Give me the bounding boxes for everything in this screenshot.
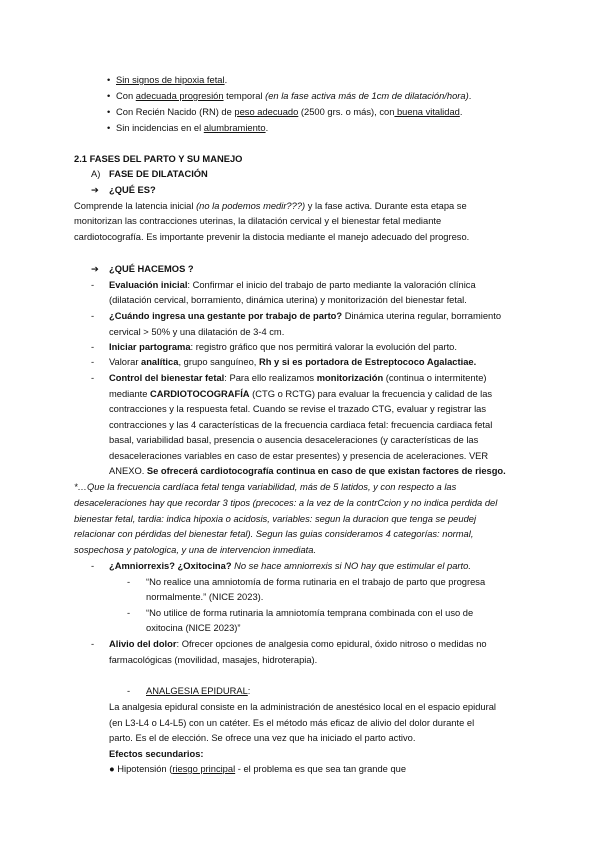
arrow-icon bbox=[91, 262, 99, 278]
bullet-marker bbox=[107, 89, 110, 105]
text-run: . bbox=[224, 75, 228, 85]
text-run: Valorar bbox=[109, 357, 142, 367]
list-item-line bbox=[109, 340, 457, 356]
last-bullet-line bbox=[109, 762, 406, 778]
text-run: temporal bbox=[223, 91, 266, 101]
italic-note-line bbox=[74, 496, 497, 512]
list-item-line bbox=[109, 449, 488, 465]
bullet-marker: ● bbox=[109, 764, 115, 774]
arrow-icon-glyph: ➔ bbox=[91, 264, 99, 274]
text-run: : registro gráfico que nos permitirá valorar la evolución del parto. bbox=[190, 342, 457, 352]
text-run: Hipotensión ( bbox=[114, 764, 173, 774]
text-run: monitorizan las contracciones uterinas, la dilatación cervical y el bienestar fetal mediante bbox=[74, 216, 442, 226]
text-run: : Confirmar el inicio del trabajo de parto mediante la valoración clínica bbox=[187, 280, 476, 290]
underlined-text: adecuada progresión bbox=[135, 91, 224, 101]
italic-text: No se hace amniorrexis si NO hay que estimular el parto. bbox=[231, 561, 471, 571]
dash-marker bbox=[91, 309, 94, 325]
epidural-heading-text: ANALGESIA EPIDURAL bbox=[146, 686, 248, 696]
paragraph-line bbox=[74, 214, 441, 230]
dash-marker-glyph: - bbox=[91, 311, 95, 321]
dash-marker-glyph: - bbox=[91, 639, 95, 649]
epidural-paragraph-line bbox=[109, 731, 415, 747]
bullet-marker-glyph: • bbox=[107, 107, 111, 117]
section-title bbox=[74, 152, 242, 168]
bold-text: ¿Amniorrexis? ¿Oxitocina? bbox=[109, 561, 232, 571]
dash-marker-glyph: - bbox=[91, 280, 95, 290]
list-item-line bbox=[109, 418, 492, 434]
quote-line bbox=[146, 606, 473, 622]
dash-marker-glyph: - bbox=[91, 373, 95, 383]
text-run: Con Recién Nacido (RN) de bbox=[116, 107, 235, 117]
epidural-paragraph-line bbox=[109, 716, 474, 732]
text-run: cervical > 50% y una dilatación de 3-4 cm. bbox=[109, 327, 285, 337]
text-run: desaceleraciones variables en caso de estar presentes) y presencia de aceleraciones. VER bbox=[109, 451, 489, 461]
dash-marker-glyph: - bbox=[127, 608, 131, 618]
bold-text: Evaluación inicial bbox=[109, 280, 188, 290]
italic-note-text: sospechosa y patologica, y una de intervencion inmediata. bbox=[74, 545, 317, 555]
text-run: Con bbox=[116, 91, 136, 101]
underlined-text: buena vitalidad bbox=[394, 107, 460, 117]
text-run: y la fase activa. Durante esta etapa se bbox=[305, 201, 467, 211]
bullet-marker bbox=[107, 105, 110, 121]
list-item-line bbox=[109, 402, 486, 418]
arrow-icon-glyph: ➔ bbox=[91, 185, 99, 195]
dash-marker bbox=[91, 559, 94, 575]
que-hacemos-label: ¿QUÉ HACEMOS ? bbox=[109, 264, 194, 274]
italic-text: (no la podemos medir???) bbox=[196, 201, 306, 211]
que-es-heading bbox=[109, 183, 156, 199]
quote-line bbox=[146, 590, 263, 606]
dash-marker bbox=[91, 340, 94, 356]
subsection-marker bbox=[91, 167, 100, 183]
efectos-label bbox=[109, 747, 204, 763]
bullet-marker bbox=[107, 121, 110, 137]
text-run: contracciones y las 4 características de la frecuencia cardiaca fetal: frecuencia cardiaca fetal bbox=[109, 420, 493, 430]
text-run: farmacológicas (movilidad, masajes, hidroterapia). bbox=[109, 655, 318, 665]
arrow-icon bbox=[91, 183, 99, 199]
efectos-label-text: Efectos secundarios: bbox=[109, 749, 204, 759]
que-es-label: ¿QUÉ ES? bbox=[109, 185, 156, 195]
epidural-paragraph-text: La analgesia epidural consiste en la administración de anestésico local en el espacio epidural bbox=[109, 702, 496, 712]
bold-text: CARDIOTOCOGRAFÍA bbox=[150, 389, 250, 399]
bold-text: monitorización bbox=[316, 373, 384, 383]
text-run: - el problema es que sea tan grande que bbox=[235, 764, 407, 774]
list-item-line bbox=[109, 433, 478, 449]
dash-marker bbox=[127, 575, 130, 591]
text-run: Sin incidencias en el bbox=[116, 123, 204, 133]
list-item-line bbox=[109, 325, 284, 341]
bullet-marker-glyph: • bbox=[107, 75, 111, 85]
text-run: : Para ello realizamos bbox=[224, 373, 317, 383]
quote-text: “No utilice de forma rutinaria la amniotomía temprana combinada con el uso de bbox=[146, 608, 474, 618]
bold-text: Iniciar partograma bbox=[109, 342, 191, 352]
dash-marker bbox=[91, 278, 94, 294]
underlined-text: Sin signos de hipoxia fetal bbox=[116, 75, 225, 85]
list-item-line bbox=[109, 309, 501, 325]
text-run: cardiotocografía. Es importante prevenir la distocia mediante el manejo adecuado del progreso. bbox=[74, 232, 470, 242]
text-run: mediante bbox=[109, 389, 151, 399]
epidural-paragraph-line bbox=[109, 700, 496, 716]
text-run: (dilatación cervical, borramiento, dinámica uterina) y monitorización del bienestar fetal. bbox=[109, 295, 467, 305]
list-item-line bbox=[109, 355, 476, 371]
text-run: Dinámica uterina regular, borramiento bbox=[342, 311, 502, 321]
subsection-title-text: FASE DE DILATACIÓN bbox=[109, 169, 208, 179]
subsection-title bbox=[109, 167, 208, 183]
dash-marker bbox=[91, 637, 94, 653]
italic-note-line bbox=[74, 480, 456, 496]
text-run: . bbox=[265, 123, 269, 133]
italic-note-text: *…Que la frecuencia cardíaca fetal tenga variabilidad, más de 5 latidos, y con respecto a las bbox=[74, 482, 457, 492]
dash-marker-glyph: - bbox=[91, 561, 95, 571]
dash-marker-glyph: - bbox=[127, 577, 131, 587]
bold-text: Alivio del dolor bbox=[109, 639, 177, 649]
list-item-line bbox=[109, 293, 467, 309]
italic-note-line bbox=[74, 527, 473, 543]
bullet-marker bbox=[107, 73, 110, 89]
epidural-paragraph-text: (en L3-L4 o L4-L5) con un catéter. Es el método más eficaz de alivio del dolor durante el bbox=[109, 718, 475, 728]
alivio-line bbox=[109, 653, 317, 669]
text-run: . bbox=[459, 107, 463, 117]
list-item-line bbox=[109, 371, 487, 387]
dash-marker-glyph: - bbox=[91, 357, 95, 367]
dash-marker bbox=[91, 355, 94, 371]
bullet-item bbox=[116, 121, 268, 137]
italic-note-text: desaceleraciones hay que recordar 3 tipos (precoces: a la vez de la contrCcion y no indica perdida del bbox=[74, 498, 498, 508]
underlined-text: peso adecuado bbox=[234, 107, 299, 117]
dash-marker-glyph: - bbox=[127, 686, 131, 696]
list-item-line bbox=[109, 464, 506, 480]
text-run: (CTG o RCTG) para evaluar la frecuencia y calidad de las bbox=[249, 389, 493, 399]
bullet-marker-glyph: • bbox=[107, 123, 111, 133]
bullet-marker-glyph: • bbox=[107, 91, 111, 101]
text-run: : Ofrecer opciones de analgesia como epidural, óxido nitroso o medidas no bbox=[176, 639, 487, 649]
epidural-paragraph-text: parto. Es el de elección. Se ofrece una vez que ha iniciado el parto activo. bbox=[109, 733, 416, 743]
text-run: . bbox=[468, 91, 472, 101]
underlined-text: riesgo principal bbox=[172, 764, 236, 774]
paragraph-line bbox=[74, 199, 467, 215]
amniorrexis-line bbox=[109, 559, 471, 575]
list-item-line bbox=[109, 278, 476, 294]
dash-marker-glyph: - bbox=[91, 342, 95, 352]
subsection-marker-glyph: A) bbox=[91, 169, 101, 179]
bullet-item bbox=[116, 89, 471, 105]
bold-text: analítica bbox=[141, 357, 179, 367]
bold-text: Se ofrecerá cardiotocografía continua en caso de que existan factores de riesgo. bbox=[146, 466, 506, 476]
italic-note-line bbox=[74, 512, 476, 528]
dash-marker bbox=[91, 371, 94, 387]
list-item-line bbox=[109, 387, 492, 403]
paragraph-line bbox=[74, 230, 469, 246]
quote-line bbox=[146, 621, 241, 637]
dash-marker bbox=[127, 606, 130, 622]
underlined-text: alumbramiento bbox=[203, 123, 266, 133]
bold-text: ¿Cuándo ingresa una gestante por trabajo de parto? bbox=[109, 311, 343, 321]
quote-text: normalmente.” (NICE 2023). bbox=[146, 592, 264, 602]
text-run: contracciones y la respuesta fetal. Cuando se revise el trazado CTG, evaluar y registrar las bbox=[109, 404, 487, 414]
text-run: Comprende la latencia inicial bbox=[74, 201, 197, 211]
epidural-heading-colon: : bbox=[247, 686, 251, 696]
bullet-item bbox=[116, 105, 462, 121]
italic-text: (en la fase activa más de 1cm de dilatación/hora) bbox=[265, 91, 469, 101]
bold-text: Control del bienestar fetal bbox=[109, 373, 225, 383]
epidural-heading bbox=[146, 684, 250, 700]
italic-note-text: relacionar con pérdidas del bienestar fetal). Segun las guias consideramos 4 categorías: normal, bbox=[74, 529, 474, 539]
italic-note-text: bienestar fetal, tardia: indica hipoxia o acidosis, variables: segun la duracion que tenga se peudej bbox=[74, 514, 477, 524]
text-run: basal, variabilidad basal, presencia o ausencia desaceleraciones (y características de las bbox=[109, 435, 479, 445]
que-hacemos-heading bbox=[109, 262, 194, 278]
bold-text: Rh y si es portadora de Estreptococo Agalactiae. bbox=[258, 357, 477, 367]
section-title-text: 2.1 FASES DEL PARTO Y SU MANEJO bbox=[74, 154, 243, 164]
text-run: , grupo sanguíneo, bbox=[178, 357, 259, 367]
alivio-line bbox=[109, 637, 487, 653]
quote-line bbox=[146, 575, 485, 591]
italic-note-line bbox=[74, 543, 316, 559]
text-run: ANEXO. bbox=[109, 466, 147, 476]
dash-marker bbox=[127, 684, 130, 700]
quote-text: “No realice una amniotomía de forma rutinaria en el trabajo de parto que progresa bbox=[146, 577, 486, 587]
quote-text: oxitocina (NICE 2023)” bbox=[146, 623, 241, 633]
text-run: (continua o intermitente) bbox=[383, 373, 487, 383]
text-run: (2500 grs. o más), con bbox=[298, 107, 395, 117]
bullet-item bbox=[116, 73, 227, 89]
